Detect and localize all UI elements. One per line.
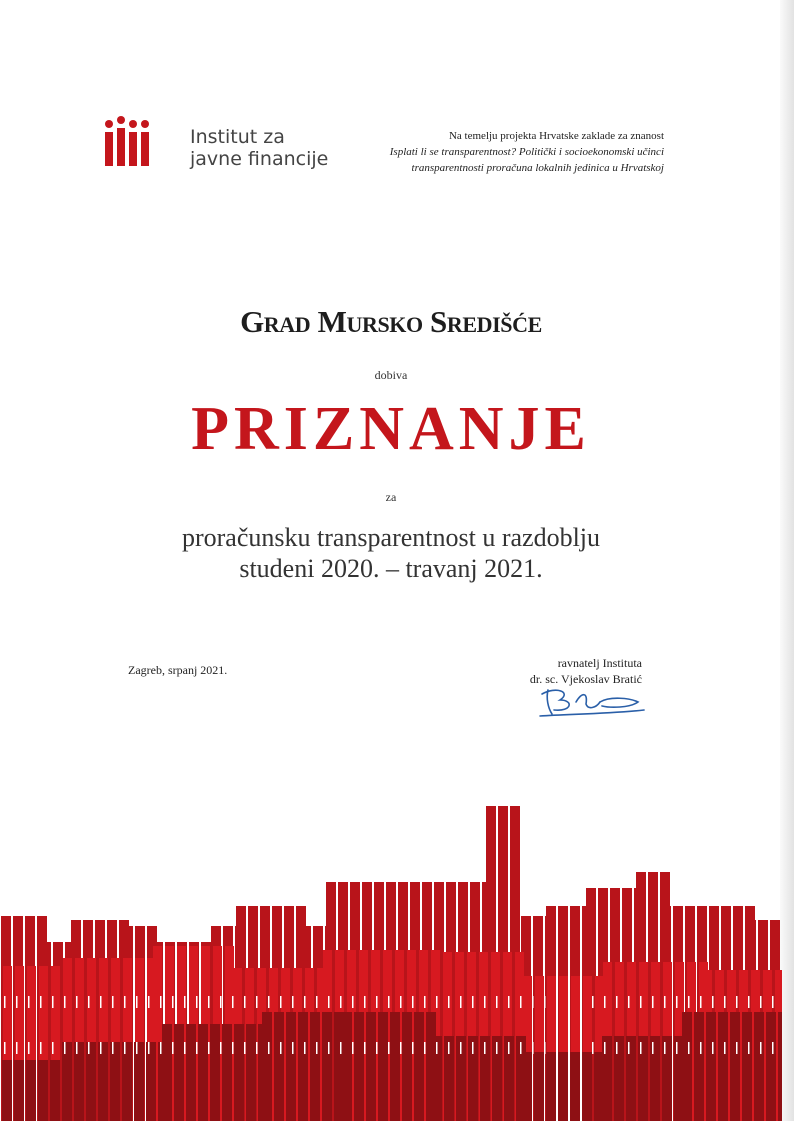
institute-line-1: Institut za (190, 126, 285, 148)
signatory-name: dr. sc. Vjekoslav Bratić (529, 672, 642, 686)
city-skyline-decoration (0, 780, 782, 1121)
project-line-1: Na temelju projekta Hrvatske zaklade za znanost (448, 130, 664, 142)
scan-edge (780, 0, 794, 1121)
signatory (500, 655, 642, 687)
receives-text: dobiva (374, 368, 408, 382)
for-text: za (385, 490, 397, 504)
institute-line-2: javne financije (190, 148, 329, 170)
purpose-line-2: studeni 2020. – travanj 2021. (239, 554, 543, 583)
project-line-2: Isplati li se transparentnost? Politički i socioekonomski učinci (389, 146, 664, 158)
institute-logo-icon (104, 116, 150, 168)
place-date: Zagreb, srpanj 2021. (128, 663, 228, 677)
recipient-name: Grad Mursko Središće (240, 304, 542, 339)
award-title: PRIZNANJE (191, 395, 591, 463)
purpose-line-1: proračunsku transparentnost u razdoblju (181, 523, 601, 552)
signature-icon (538, 684, 648, 718)
institute-name (190, 126, 328, 170)
award-purpose (0, 522, 782, 584)
project-line-3: transparentnosti proračuna lokalnih jedinica u Hrvatskoj (411, 162, 664, 174)
project-note (324, 128, 664, 176)
signatory-title: ravnatelj Instituta (557, 656, 642, 670)
